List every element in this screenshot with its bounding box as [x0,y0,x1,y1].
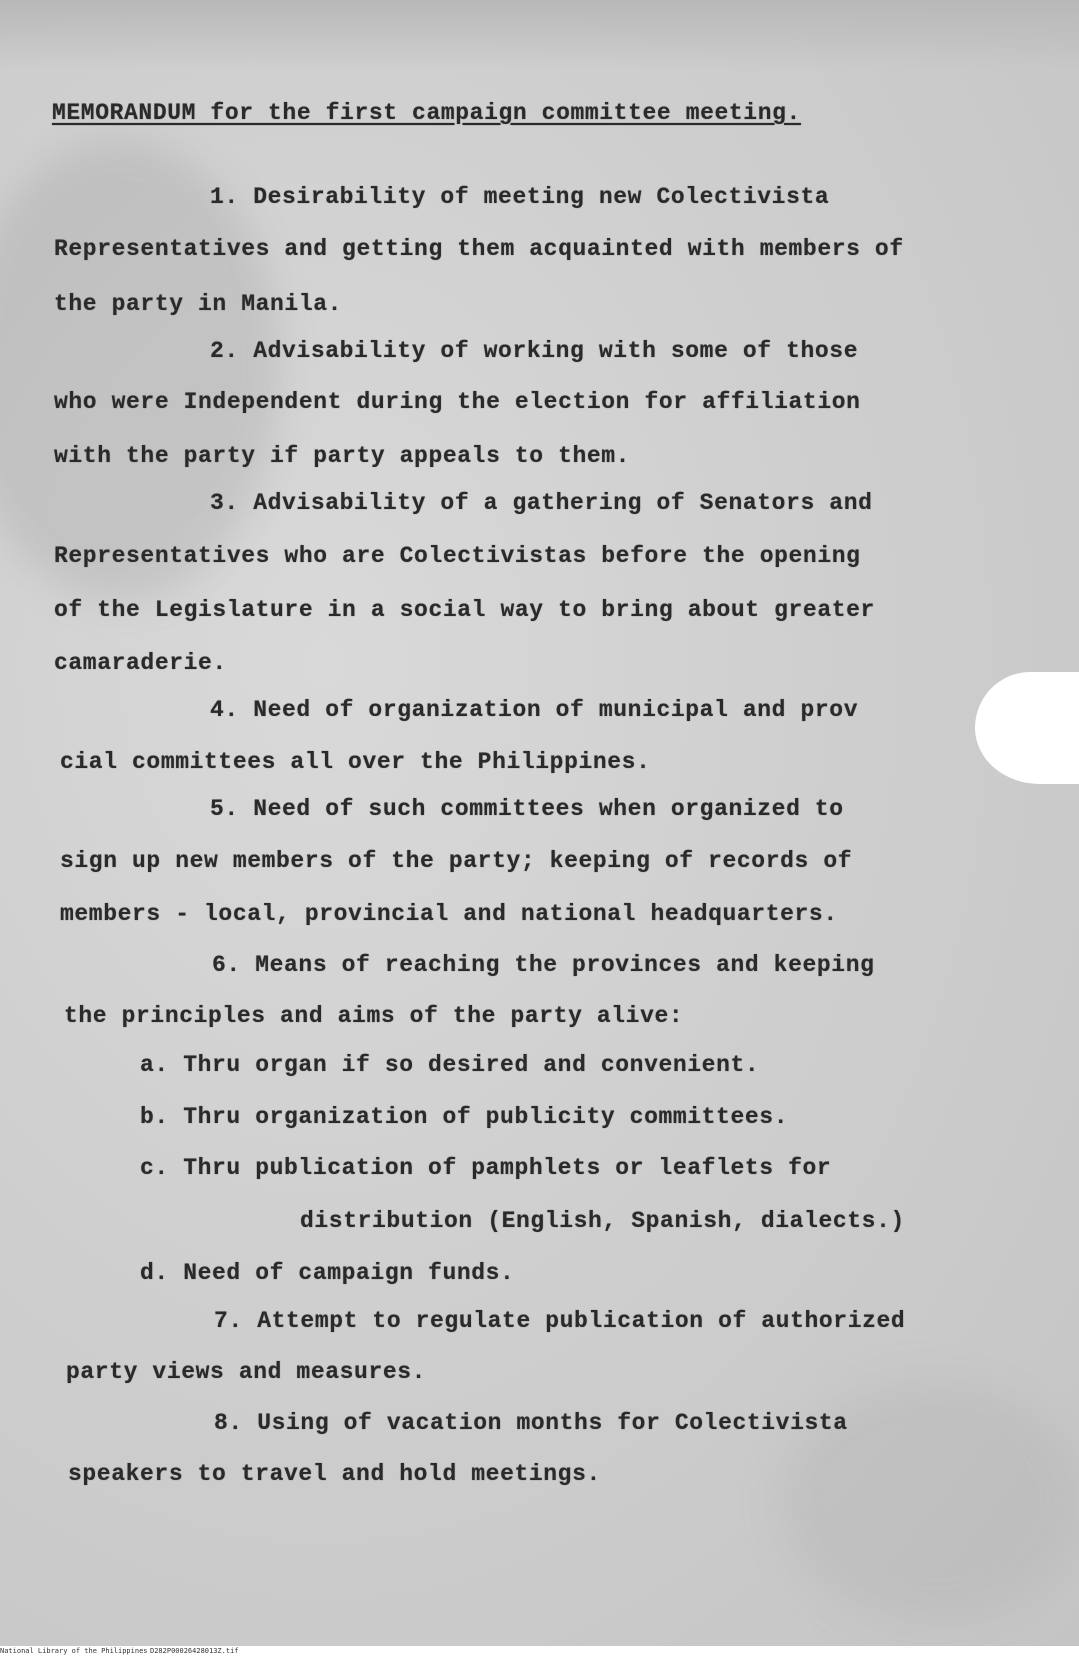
memo-subitem: c. Thru publication of pamphlets or leaflets for [140,1155,832,1181]
footer-institution: National Library of the Philippines [0,1647,148,1655]
memo-line: speakers to travel and hold meetings. [68,1461,601,1487]
memo-line: 3. Advisability of a gathering of Senators and [210,490,873,516]
paper-tear [975,672,1079,784]
memo-line: sign up new members of the party; keeping of records of [60,848,853,874]
memo-subitem: d. Need of campaign funds. [140,1260,515,1286]
memo-line: 4. Need of organization of municipal and prov [210,697,859,723]
memo-line: cial committees all over the Philippines. [60,749,651,775]
memo-line: the party in Manila. [54,291,343,317]
memo-line: party views and measures. [66,1359,427,1385]
memo-subitem: distribution (English, Spanish, dialects.) [300,1208,905,1234]
paper-edge-shadow [0,0,1079,70]
memo-line: who were Independent during the election for affiliation [54,389,861,415]
memo-line: 6. Means of reaching the provinces and keeping [212,952,875,978]
memo-line: 1. Desirability of meeting new Colectivista [210,184,830,210]
footer-file-id: D282P00026428013Z.tif [150,1647,239,1655]
memo-line: Representatives and getting them acquainted with members of [54,236,904,262]
scan-footer [0,1646,1079,1658]
memo-line: members - local, provincial and national headquarters. [60,901,838,927]
memo-line: 7. Attempt to regulate publication of authorized [214,1308,906,1334]
memo-line: 5. Need of such committees when organized to [210,796,844,822]
memo-line: camaraderie. [54,650,227,676]
memo-title: MEMORANDUM for the first campaign committee meeting. [52,100,801,126]
memo-line: 2. Advisability of working with some of those [210,338,859,364]
memo-subitem: a. Thru organ if so desired and convenient. [140,1052,760,1078]
memo-line: with the party if party appeals to them. [54,443,631,469]
memo-line: the principles and aims of the party alive: [64,1003,684,1029]
memo-line: 8. Using of vacation months for Colectivista [214,1410,848,1436]
memo-line: of the Legislature in a social way to bring about greater [54,597,875,623]
memo-line: Representatives who are Colectivistas before the opening [54,543,861,569]
memo-subitem: b. Thru organization of publicity committees. [140,1104,789,1130]
